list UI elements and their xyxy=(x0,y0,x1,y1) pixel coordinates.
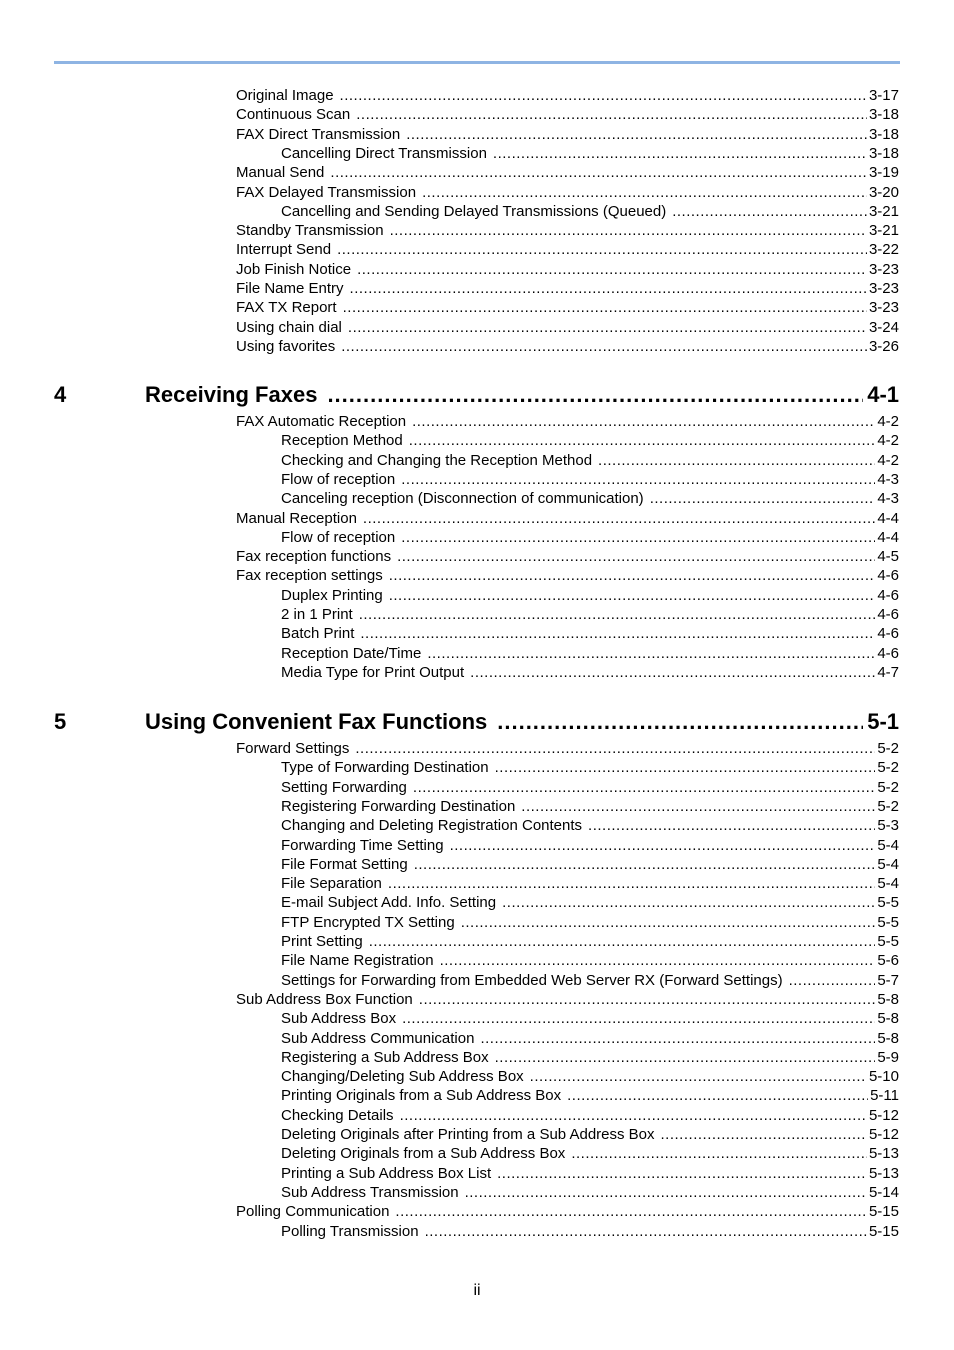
toc-entry-page: 4-3 xyxy=(877,490,899,508)
chapter-title: Using Convenient Fax Functions xyxy=(145,709,488,734)
toc-entry-page: 5-5 xyxy=(877,933,899,950)
toc-entry[interactable] xyxy=(281,932,899,951)
toc-entry-title: Changing/Deleting Sub Address Box xyxy=(281,1068,524,1086)
toc-entry[interactable] xyxy=(281,431,899,450)
toc-entry[interactable] xyxy=(281,144,899,163)
toc-entry-page: 3-23 xyxy=(868,280,899,297)
toc-entry-title: Checking Details xyxy=(281,1106,394,1124)
toc-entry-page: 4-6 xyxy=(877,625,899,643)
dot-leader xyxy=(588,816,875,835)
dot-leader xyxy=(672,202,867,221)
toc-entry-page: 4-6 xyxy=(877,606,899,623)
dot-leader xyxy=(395,1202,867,1221)
toc-entry-page: 3-23 xyxy=(868,299,899,317)
chapter-heading[interactable] xyxy=(54,380,899,410)
toc-entry[interactable] xyxy=(236,221,899,240)
toc-entry-page: 5-5 xyxy=(877,894,899,912)
toc-entry[interactable] xyxy=(281,1164,899,1183)
toc-entry-title: Registering a Sub Address Box xyxy=(281,1048,489,1066)
toc-entry-title: Interrupt Send xyxy=(236,241,332,259)
dot-leader xyxy=(369,932,876,951)
toc-entry[interactable] xyxy=(236,298,899,317)
toc-entry[interactable] xyxy=(236,183,899,202)
toc-entry-page: 5-15 xyxy=(868,1203,899,1221)
toc-entry-page: 5-12 xyxy=(868,1126,899,1143)
dot-leader xyxy=(495,758,876,777)
dot-leader xyxy=(480,1029,875,1048)
toc-entry[interactable] xyxy=(281,855,899,874)
toc-entry-page: 3-20 xyxy=(868,183,899,201)
dot-leader xyxy=(389,586,876,605)
toc-entry[interactable] xyxy=(236,337,899,356)
toc-entry-title: Polling Communication xyxy=(236,1203,390,1221)
toc-entry-page: 5-2 xyxy=(877,740,899,757)
toc-entry[interactable] xyxy=(236,105,899,124)
toc-entry-title: Setting Forwarding xyxy=(281,778,407,796)
toc-entry[interactable] xyxy=(281,586,899,605)
dot-leader xyxy=(661,1125,867,1144)
toc-entry[interactable] xyxy=(281,836,899,855)
toc-entry-title: Registering Forwarding Destination xyxy=(281,797,516,815)
dot-leader xyxy=(400,1106,867,1125)
toc-entry-title: File Format Setting xyxy=(281,855,408,873)
toc-entry-title: Type of Forwarding Destination xyxy=(281,759,489,777)
dot-leader xyxy=(388,874,875,893)
dot-leader xyxy=(412,412,875,431)
dot-leader xyxy=(440,951,876,970)
toc-entry[interactable] xyxy=(236,547,899,566)
toc-entry-title: FAX Delayed Transmission xyxy=(236,183,417,201)
toc-entry[interactable] xyxy=(236,1202,899,1221)
dot-leader xyxy=(422,183,867,202)
toc-entry-title: Manual Send xyxy=(236,164,325,182)
toc-entry-title: FAX Direct Transmission xyxy=(236,125,401,143)
toc-entry-title: Cancelling and Sending Delayed Transmissions (Queued) xyxy=(281,202,667,220)
dot-leader xyxy=(337,240,867,259)
dot-leader xyxy=(425,1222,867,1241)
dot-leader xyxy=(401,470,875,489)
toc-entry-title: Original Image xyxy=(236,87,334,104)
dot-leader xyxy=(502,893,875,912)
dot-leader xyxy=(356,105,867,124)
toc-entry[interactable] xyxy=(236,412,899,431)
toc-entry[interactable] xyxy=(236,260,899,279)
toc-entry[interactable] xyxy=(281,451,899,470)
toc-entry[interactable] xyxy=(281,1144,899,1163)
toc-entry-page: 5-13 xyxy=(868,1145,899,1163)
toc-entry[interactable] xyxy=(236,240,899,259)
toc-entry-page: 5-9 xyxy=(877,1048,899,1066)
toc-entry-title: Sub Address Box Function xyxy=(236,990,413,1008)
dot-leader xyxy=(397,547,875,566)
toc-entry-page: 3-18 xyxy=(868,106,899,124)
toc-entry[interactable] xyxy=(281,470,899,489)
toc-entry[interactable] xyxy=(281,1009,899,1028)
toc-entry[interactable] xyxy=(236,86,899,105)
dot-leader xyxy=(343,298,867,317)
toc-entry-title: Canceling reception (Disconnection of communication) xyxy=(281,490,644,508)
toc-entry-page: 5-15 xyxy=(868,1222,899,1240)
chapter-title: Receiving Faxes xyxy=(145,382,318,407)
toc-entry-page: 5-3 xyxy=(877,817,899,835)
toc-entry[interactable] xyxy=(236,990,899,1009)
toc-entry[interactable] xyxy=(281,758,899,777)
dot-leader xyxy=(402,1009,875,1028)
toc-entry[interactable] xyxy=(281,528,899,547)
toc-entry-title: Cancelling Direct Transmission xyxy=(281,144,487,162)
toc-entry[interactable] xyxy=(281,1106,899,1125)
toc-entry[interactable] xyxy=(281,489,899,508)
toc-entry-page: 3-24 xyxy=(868,318,899,336)
chapter-page: 5-1 xyxy=(867,709,899,734)
toc-entry-title: Forwarding Time Setting xyxy=(281,836,444,854)
toc-entry[interactable] xyxy=(281,1067,899,1086)
toc-entry[interactable] xyxy=(281,913,899,932)
toc-entry-page: 4-4 xyxy=(877,528,899,546)
toc-entry-title: Printing a Sub Address Box List xyxy=(281,1164,492,1182)
toc-entry-title: Settings for Forwarding from Embedded Web Server RX (Forward Settings) xyxy=(281,971,783,989)
toc-entry[interactable] xyxy=(281,663,899,682)
toc-entry[interactable] xyxy=(281,797,899,816)
dot-leader xyxy=(413,778,875,797)
dot-leader xyxy=(789,971,876,990)
toc-entry-title: Printing Originals from a Sub Address Box xyxy=(281,1087,562,1105)
toc-entry[interactable] xyxy=(281,893,899,912)
toc-entry-page: 3-18 xyxy=(868,125,899,143)
toc-entry-page: 4-3 xyxy=(877,470,899,488)
dot-leader xyxy=(401,528,875,547)
toc-entry-title: Deleting Originals after Printing from a Sub Address Box xyxy=(281,1126,655,1143)
toc-entry-title: Fax reception functions xyxy=(236,548,392,566)
dot-leader xyxy=(359,605,876,624)
toc-entry-page: 3-19 xyxy=(868,164,899,182)
dot-leader xyxy=(495,1048,876,1067)
toc-entry[interactable] xyxy=(281,1086,899,1105)
dot-leader xyxy=(530,1067,867,1086)
toc-entry-page: 3-18 xyxy=(868,144,899,162)
chapter-heading[interactable] xyxy=(54,707,899,737)
toc-entry-page: 5-6 xyxy=(877,952,899,970)
toc-entry-page: 4-6 xyxy=(877,567,899,585)
toc-entry-title: Deleting Originals from a Sub Address Box xyxy=(281,1145,566,1163)
chapter-page: 4-1 xyxy=(867,382,899,407)
chapter-number: 4 xyxy=(54,382,67,407)
toc-entry-title: Using favorites xyxy=(236,337,336,355)
header-rule xyxy=(54,61,900,64)
toc-entry-title: Job Finish Notice xyxy=(236,260,352,278)
toc-entry[interactable] xyxy=(281,1048,899,1067)
toc-entry[interactable] xyxy=(281,624,899,643)
toc-entry[interactable] xyxy=(281,874,899,893)
dot-leader xyxy=(461,913,876,932)
toc-entry-title: Forward Settings xyxy=(236,740,350,757)
toc-entry-page: 4-6 xyxy=(877,586,899,604)
toc-entry-page: 3-17 xyxy=(868,87,899,104)
toc-entry-title: FTP Encrypted TX Setting xyxy=(281,913,455,931)
toc-entry-page: 4-2 xyxy=(877,451,899,469)
toc-entry-title: 2 in 1 Print xyxy=(281,606,353,623)
toc-entry-title: FAX Automatic Reception xyxy=(236,413,407,430)
toc-entry-page: 5-13 xyxy=(868,1164,899,1182)
dot-leader xyxy=(465,1183,867,1202)
toc-entry[interactable] xyxy=(236,318,899,337)
toc-entry-title: Flow of reception xyxy=(281,528,396,546)
toc-entry-title: FAX TX Report xyxy=(236,299,337,317)
toc-entry-page: 3-26 xyxy=(868,337,899,355)
toc-entry-title: Reception Method xyxy=(281,432,403,450)
dot-leader xyxy=(341,337,867,356)
toc-entry-title: E-mail Subject Add. Info. Setting xyxy=(281,894,497,912)
toc-entry-title: Batch Print xyxy=(281,625,355,643)
toc-entry-page: 4-2 xyxy=(877,413,899,430)
dot-leader xyxy=(567,1086,868,1105)
toc-entry[interactable] xyxy=(281,1183,899,1202)
dot-leader xyxy=(327,380,863,410)
dot-leader xyxy=(360,624,875,643)
dot-leader xyxy=(497,1164,867,1183)
toc-entry-title: Sub Address Communication xyxy=(281,1029,475,1047)
toc-entry-page: 4-5 xyxy=(877,548,899,566)
toc-entry-page: 5-4 xyxy=(877,836,899,854)
toc-entry[interactable] xyxy=(281,644,899,663)
toc-entry-page: 4-7 xyxy=(877,663,899,681)
toc-entry-title: Using chain dial xyxy=(236,318,342,336)
toc-entry[interactable] xyxy=(236,279,899,298)
dot-leader xyxy=(650,489,876,508)
toc-entry[interactable] xyxy=(236,739,899,758)
toc-entry-title: File Name Entry xyxy=(236,280,344,297)
toc-entry-page: 5-4 xyxy=(877,875,899,893)
toc-entry-page: 5-5 xyxy=(877,913,899,931)
toc-entry-page: 5-2 xyxy=(877,797,899,815)
toc-entry-page: 5-14 xyxy=(868,1183,899,1201)
toc-entry[interactable] xyxy=(281,605,899,624)
toc-entry-page: 5-2 xyxy=(877,778,899,796)
dot-leader xyxy=(598,451,875,470)
chapter-number: 5 xyxy=(54,709,67,734)
page-number: ii xyxy=(473,1282,481,1299)
dot-leader xyxy=(330,163,867,182)
dot-leader xyxy=(414,855,876,874)
toc-entry-page: 3-22 xyxy=(868,241,899,259)
toc-entry[interactable] xyxy=(281,1222,899,1241)
toc-entry-page: 5-8 xyxy=(877,1029,899,1047)
toc-entry-title: Polling Transmission xyxy=(281,1222,419,1240)
toc-entry-page: 4-6 xyxy=(877,644,899,662)
dot-leader xyxy=(521,797,875,816)
toc-entry-title: Fax reception settings xyxy=(236,567,383,585)
toc-entry-page: 5-8 xyxy=(877,1010,899,1028)
toc-entry-title: Reception Date/Time xyxy=(281,644,422,662)
toc-entry-title: Changing and Deleting Registration Contents xyxy=(281,817,583,835)
dot-leader xyxy=(493,144,867,163)
toc-entry-page: 5-10 xyxy=(868,1068,899,1086)
dot-leader xyxy=(390,221,867,240)
toc-entry-page: 5-2 xyxy=(877,759,899,777)
toc-entry-title: Checking and Changing the Reception Method xyxy=(281,451,593,469)
toc-entry[interactable] xyxy=(281,778,899,797)
dot-leader xyxy=(389,566,876,585)
toc-entry-page: 4-4 xyxy=(877,509,899,527)
toc-entry[interactable] xyxy=(236,566,899,585)
toc-entry-title: File Separation xyxy=(281,875,382,893)
toc-entry-page: 3-21 xyxy=(868,222,899,240)
toc-entry[interactable] xyxy=(236,125,899,144)
toc-entry-page: 5-8 xyxy=(877,990,899,1008)
toc-entry-title: Standby Transmission xyxy=(236,222,384,240)
dot-leader xyxy=(355,739,875,758)
toc-entry[interactable] xyxy=(281,816,899,835)
dot-leader xyxy=(497,707,863,737)
dot-leader xyxy=(450,836,876,855)
dot-leader xyxy=(406,125,867,144)
toc-entry-title: Sub Address Box xyxy=(281,1010,397,1028)
dot-leader xyxy=(409,431,876,450)
toc-entry-title: Duplex Printing xyxy=(281,586,383,604)
toc-entry[interactable] xyxy=(281,1125,899,1144)
toc-entry-page: 5-12 xyxy=(868,1106,899,1124)
dot-leader xyxy=(427,644,875,663)
toc-entry-title: Sub Address Transmission xyxy=(281,1183,459,1201)
toc-entry-title: File Name Registration xyxy=(281,952,434,970)
dot-leader xyxy=(348,318,867,337)
toc-entry-page: 3-23 xyxy=(868,260,899,278)
toc-entry-title: Media Type for Print Output xyxy=(281,663,465,681)
dot-leader xyxy=(363,509,875,528)
toc-entry-title: Manual Reception xyxy=(236,509,357,527)
toc-entry-title: Flow of reception xyxy=(281,470,396,488)
dot-leader xyxy=(419,990,876,1009)
toc-entry-title: Print Setting xyxy=(281,933,363,950)
toc-entry[interactable] xyxy=(281,202,899,221)
toc-entry-page: 4-2 xyxy=(877,432,899,450)
dot-leader xyxy=(571,1144,867,1163)
dot-leader xyxy=(357,260,867,279)
toc-entry[interactable] xyxy=(236,509,899,528)
dot-leader xyxy=(340,86,867,105)
toc-entry-title: Continuous Scan xyxy=(236,106,351,124)
toc-entry-page: 3-21 xyxy=(868,202,899,220)
toc-entry-page: 5-7 xyxy=(877,971,899,989)
toc-entry[interactable] xyxy=(281,1029,899,1048)
toc-entry-page: 5-4 xyxy=(877,855,899,873)
toc-entry-page: 5-11 xyxy=(870,1087,899,1105)
dot-leader xyxy=(350,279,867,298)
toc-entry[interactable] xyxy=(236,163,899,182)
toc-entry[interactable] xyxy=(281,951,899,970)
dot-leader xyxy=(470,663,875,682)
toc-entry[interactable] xyxy=(281,971,899,990)
